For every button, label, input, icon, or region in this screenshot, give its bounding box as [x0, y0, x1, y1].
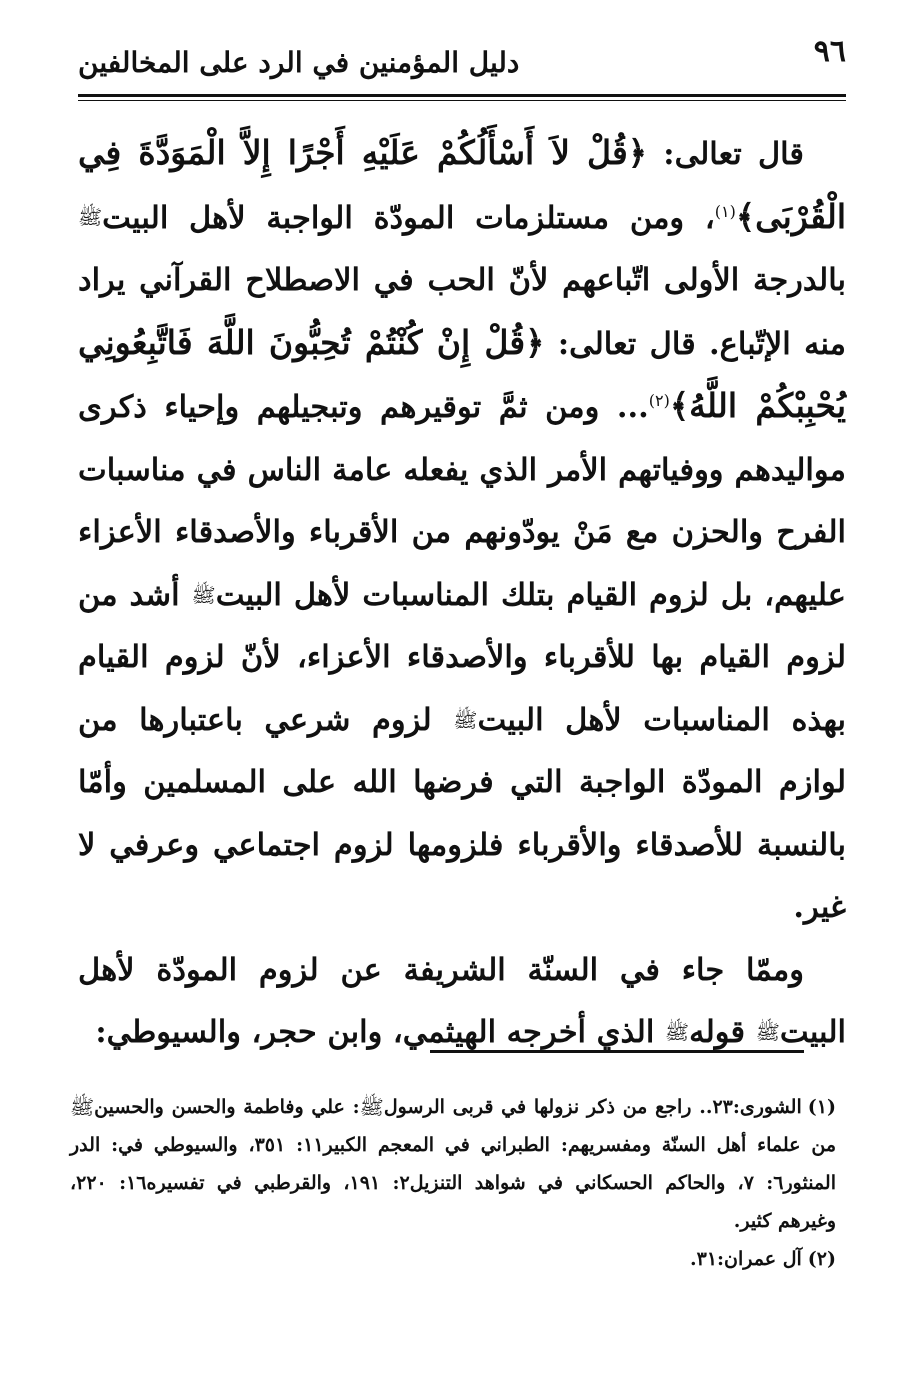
honorific-mark: ﷺ	[191, 582, 216, 607]
honorific-mark: ﷺ	[359, 1095, 384, 1119]
footnote-1-text-2: : علي وفاطمة والحسن والحسين	[94, 1096, 360, 1118]
quran-verse-1: ﴿قُلْ لاَ أَسْأَلُكُمْ عَلَيْهِ أَجْرًا إِلاَّ الْمَوَدَّةَ فِي الْقُرْبَى﴾	[78, 133, 846, 236]
honorific-mark: ﷺ	[453, 707, 478, 732]
p1-intro: قال تعالى:	[647, 136, 804, 172]
footnote-2-text: آل عمران:٣١.	[689, 1248, 802, 1270]
footnote-number: (١)	[807, 1096, 836, 1118]
header-rule-thick	[78, 94, 846, 97]
footnotes	[70, 1088, 836, 1278]
page-header	[78, 28, 846, 90]
paragraph-1	[78, 122, 846, 939]
p2-text-3: الذي أخرجه الهيثمي، وابن حجر، والسيوطي:	[95, 1014, 665, 1050]
quran-verse-2: ﴿قُلْ إِنْ كُنْتُمْ تُحِبُّونَ اللَّهَ فَاتَّبِعُونِي يُحْبِبْكُمْ اللَّهُ﴾	[78, 322, 846, 425]
running-title: دليل المؤمنين في الرد على المخالفين	[78, 46, 520, 79]
p1-text-1: ، ومن مستلزمات المودّة الواجبة لأهل البيت	[102, 199, 715, 236]
honorific-mark: ﷺ	[664, 1020, 690, 1044]
footnote-1-text-3: من علماء أهل السنّة ومفسريهم: الطبراني في المعجم الكبير١١: ٣٥١، والسيوطي في: الدر المنثور٦: ٧، والحاكم الحسكاني في شواهد التنزيل٢: ١٩١، والقرطبي في تفسيره١٦: ٢٢٠، وغيرهم كثير.	[70, 1134, 837, 1232]
honorific-mark: ﷺ	[70, 1095, 95, 1119]
p1-text-3: ... ومن ثمَّ توقيرهم وتبجيلهم وإحياء ذكرى مواليدهم ووفياتهم الأمر الذي يفعله عامة الناس في مناسبات الفرح والحزن مع مَنْ يودّونهم من الأقرباء والأصدقاء الأعزاء عليهم، بل لزوم القيام بتلك المناسبات لأهل البيت	[78, 389, 846, 613]
p1-text-2: بالدرجة الأولى اتّباعهم لأنّ الحب في الاصطلاح القرآني يراد منه الإتّباع. قال تعالى:	[78, 262, 846, 362]
footnote-2	[70, 1240, 836, 1278]
p1-text-4: أشد من لزوم القيام بها للأقرباء والأصدقاء الأعزاء، لأنّ لزوم القيام بهذه المناسبات لأهل البيت	[78, 576, 846, 738]
footnote-separator	[430, 1050, 804, 1053]
footnote-1	[70, 1088, 836, 1240]
p2-text-1: وممّا جاء في السنّة الشريفة عن لزوم المودّة لأهل البيت	[78, 951, 846, 1050]
honorific-mark: ﷺ	[755, 1020, 780, 1044]
p1-text-5: لزوم شرعي باعتبارها من لوازم المودّة الواجبة التي فرضها الله على المسلمين وأمّا بالنسبة للأصدقاء والأقرباء فلزومها لزوم اجتماعي وعرفي لا غير.	[78, 701, 846, 925]
footnote-ref-2[interactable]: (٢)	[648, 390, 670, 410]
honorific-mark: ﷺ	[78, 204, 103, 229]
header-rule-thin	[78, 100, 846, 101]
body-text	[78, 122, 846, 1064]
p2-text-2: قوله	[689, 1014, 756, 1050]
footnote-1-text-1: الشورى:٢٣.. راجع من ذكر نزولها في قربى الرسول	[383, 1096, 802, 1118]
paragraph-2	[78, 939, 846, 1064]
page-number: ٩٦	[813, 34, 846, 69]
footnote-ref-1[interactable]: (١)	[714, 201, 736, 221]
footnote-number: (٢)	[807, 1248, 836, 1270]
